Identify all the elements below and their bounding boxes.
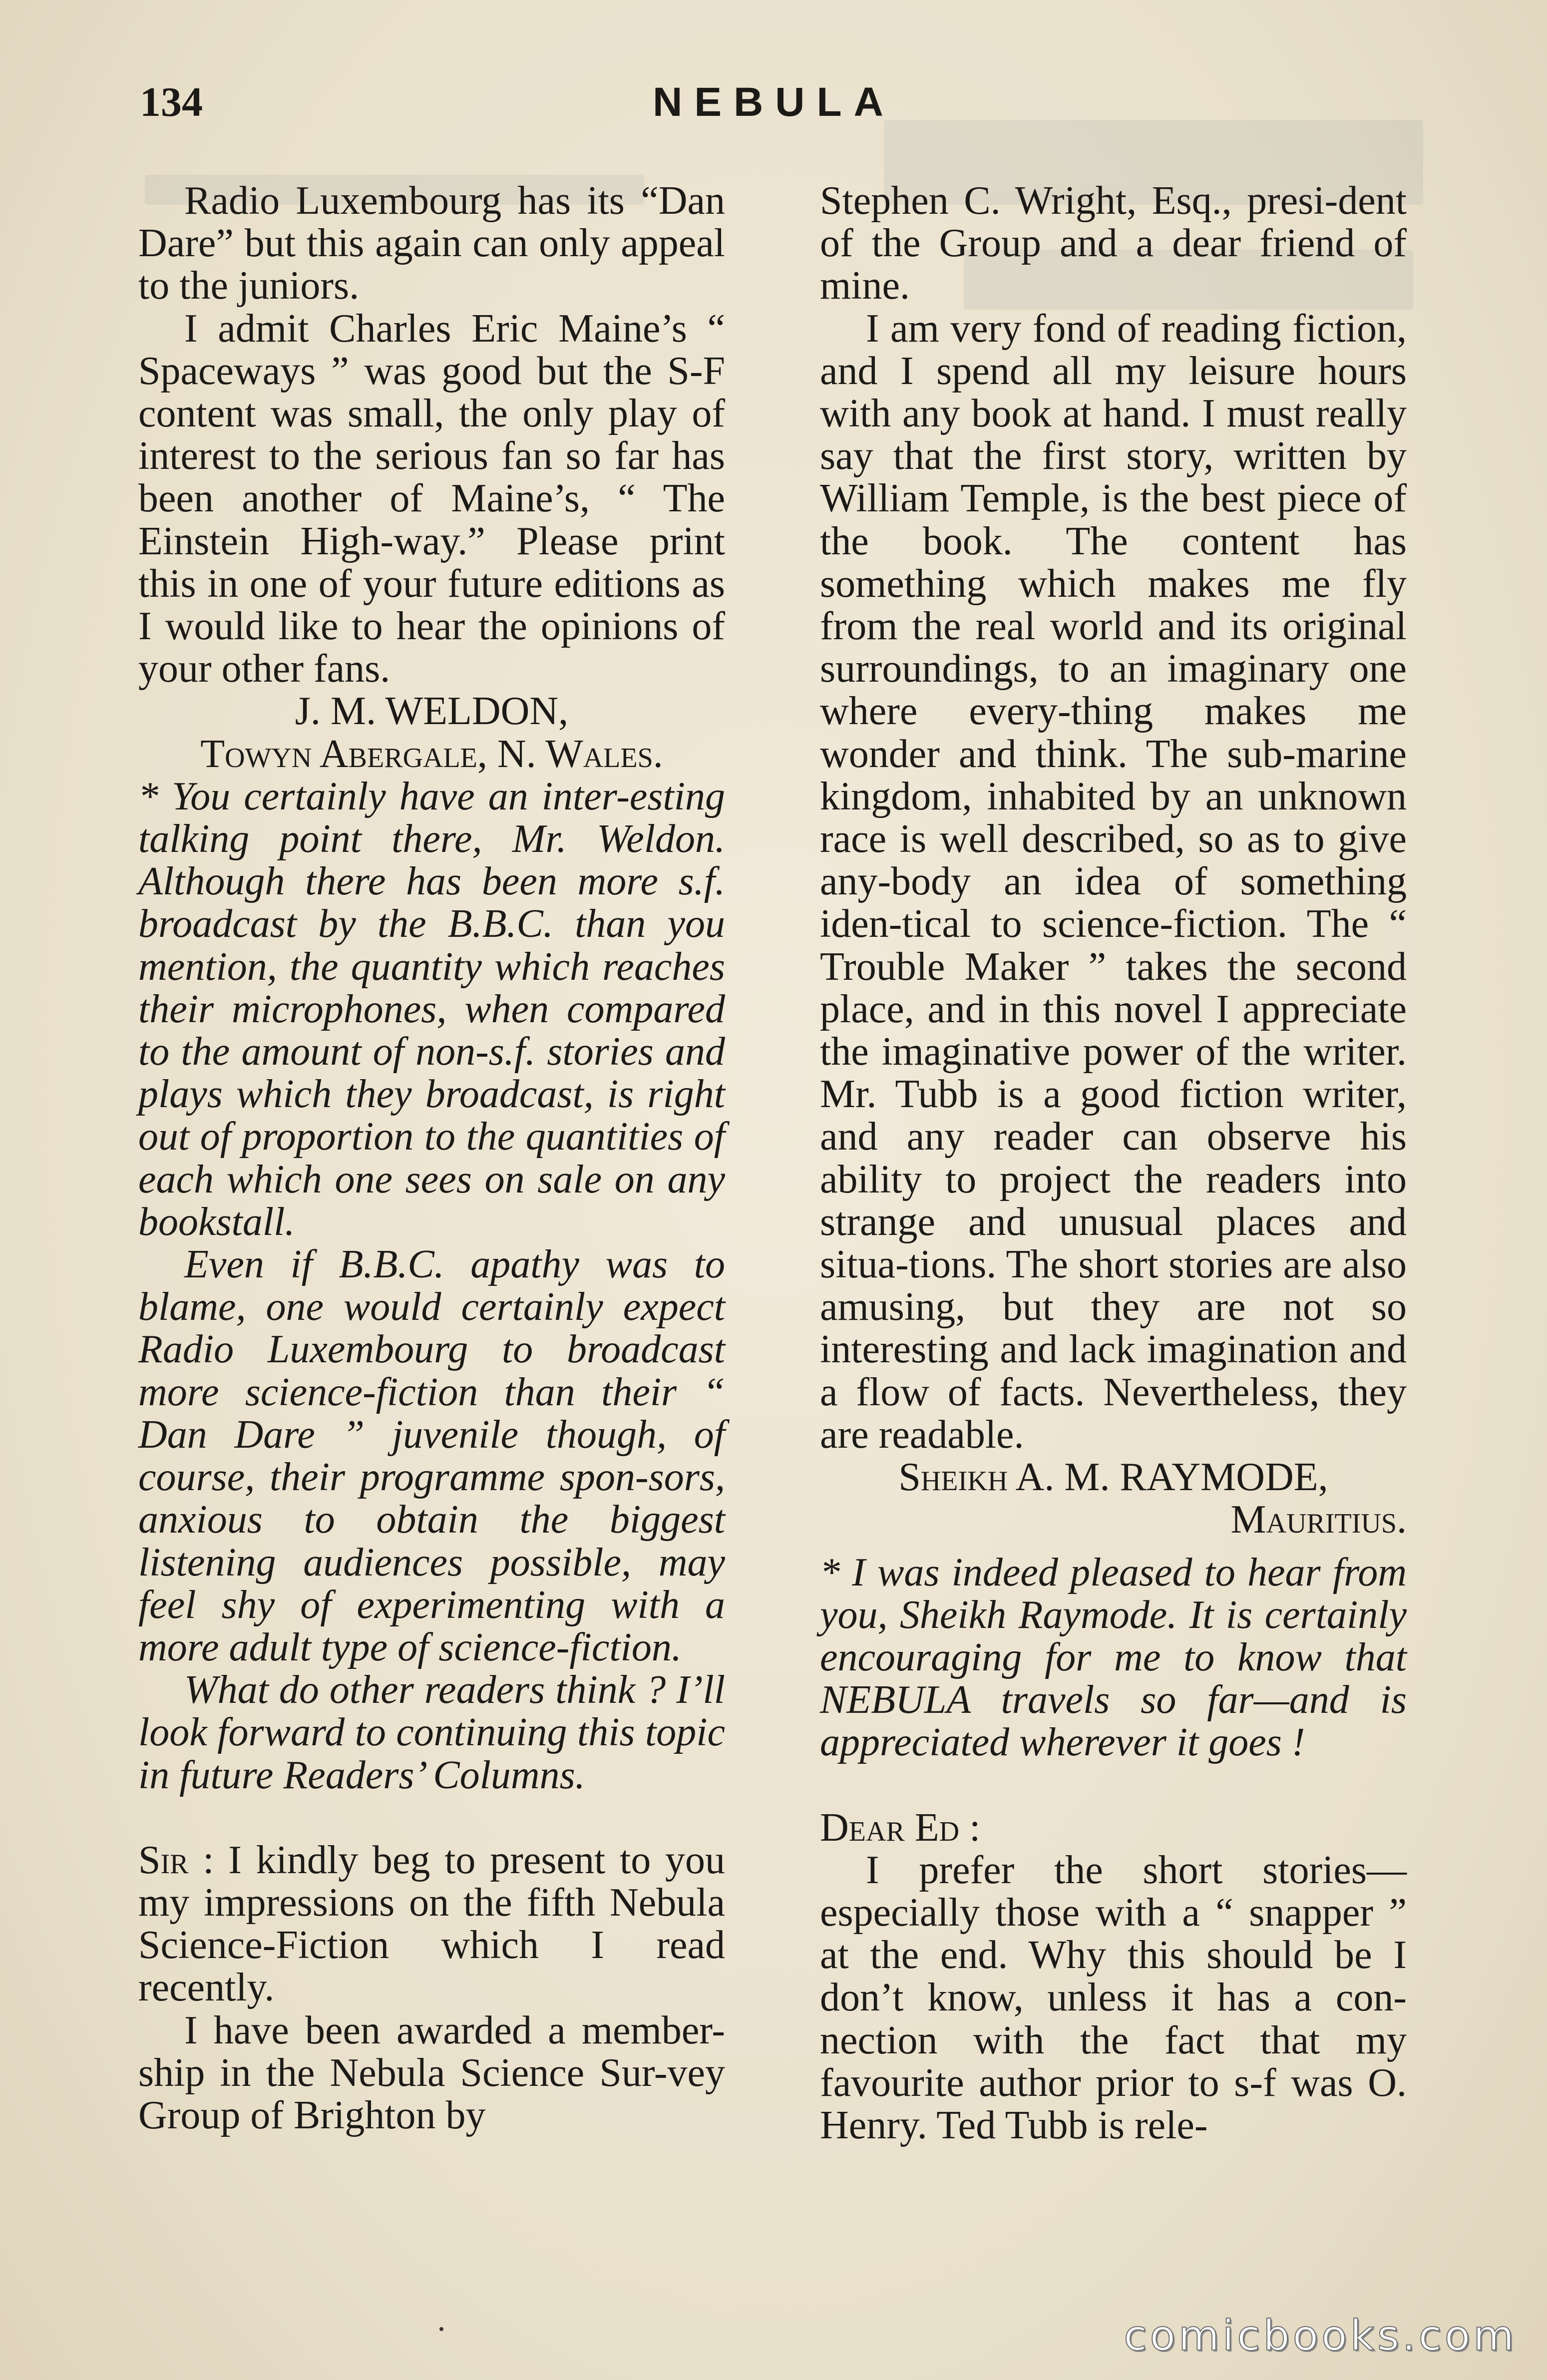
signature-name: J. M. WELDON,	[295, 689, 569, 734]
page-header	[140, 75, 1408, 130]
letter-paragraph: Radio Luxembourg has its “Dan Dare” but this again can only appeal to the juniors.	[138, 179, 725, 308]
signature-place: Mauritius.	[1230, 1498, 1407, 1542]
letter-salutation: Dear Ed :	[820, 1805, 981, 1850]
letter-paragraph: I am very fond of reading fiction, and I spend all my leisure hours with any book at hand. I must really say that the first story, written by William Temple, is the best piece of the book. The content has something which makes me fly from the real world and its original surroundings, to an imaginary one where every-thing makes me wonder and think. The sub-marine kingdom, inhabited by an unknown race is well described, so as to give any-body an idea of something iden-tical to science-fiction. The “ Trouble Maker ” takes the second place, and in this novel I appreciate the imaginative power of the writer. Mr. Tubb is a good fiction writer, and any reader can observe his ability to project the readers into strange and unusual places and situa-tions. The short stories are also amusing, but they are not so interesting and lack imagination and a flow of facts. Nevertheless, they are readable.	[820, 306, 1407, 1457]
page-number: 134	[140, 79, 203, 125]
signature-name	[820, 1456, 1407, 1499]
signature-place: Towyn Abergale, N. Wales.	[200, 732, 663, 776]
letter-paragraph	[138, 1839, 725, 2009]
signature-name-text: A. M. RAYMODE,	[1015, 1455, 1328, 1500]
editor-reply: * You certainly have an inter-esting talking point there, Mr. Weldon. Although there has been more s.f. broadcast by the B.B.C. than you mention, the quantity which reaches their microphones, when compared to the amount of non-s.f. stories and plays which they broadcast, is right out of proportion to the quantities of each which one sees on sale on any bookstall.	[138, 774, 725, 1244]
editor-reply: Even if B.B.C. apathy was to blame, one would certainly expect Radio Luxembourg to broadcast more science-fiction than their “ Dan Dare ” juvenile though, of course, their programme spon-sors, anxious to obtain the biggest listening audiences possible, may feel shy of experimenting with a more adult type of science-fiction.	[138, 1242, 725, 1669]
watermark: comicbooks.com	[1124, 2311, 1517, 2360]
magazine-title: NEBULA	[653, 79, 895, 125]
letter-paragraph: Stephen C. Wright, Esq., presi-dent of the Group and a dear friend of mine.	[820, 179, 1407, 308]
editor-reply: What do other readers think ? I’ll look forward to continuing this topic in future Readers’ Columns.	[138, 1668, 725, 1797]
editor-reply: * I was indeed pleased to hear from you, Sheikh Raymode. It is certainly encouraging for me to know that NEBULA travels so far—and is appreciated wherever it goes !	[820, 1550, 1407, 1765]
signature-title: Sheikh	[898, 1455, 1008, 1500]
paper-speck	[439, 2327, 443, 2331]
letter-salutation: Sir :	[138, 1838, 214, 1882]
right-column	[820, 180, 1407, 2147]
left-column	[138, 180, 725, 2137]
letter-paragraph: I prefer the short stories— especially those with a “ snapper ” at the end. Why this should be I don’t know, unless it has a con-nection with the fact that my favourite author prior to s-f was O. Henry. Ted Tubb is rele-	[820, 1848, 1407, 2147]
letter-paragraph: I admit Charles Eric Maine’s “ Spaceways ” was good but the S-F content was small, the only play of interest to the serious fan so far has been another of Maine’s, “ The Einstein High-way.” Please print this in one of your future editions as I would like to hear the opinions of your other fans.	[138, 306, 725, 691]
letter-paragraph: I have been awarded a member-ship in the Nebula Science Sur-vey Group of Brighton by	[138, 2008, 725, 2137]
letter-text: I kindly beg to present to you my impressions on the fifth Nebula Science-Fiction which I read recently.	[138, 1838, 726, 2010]
